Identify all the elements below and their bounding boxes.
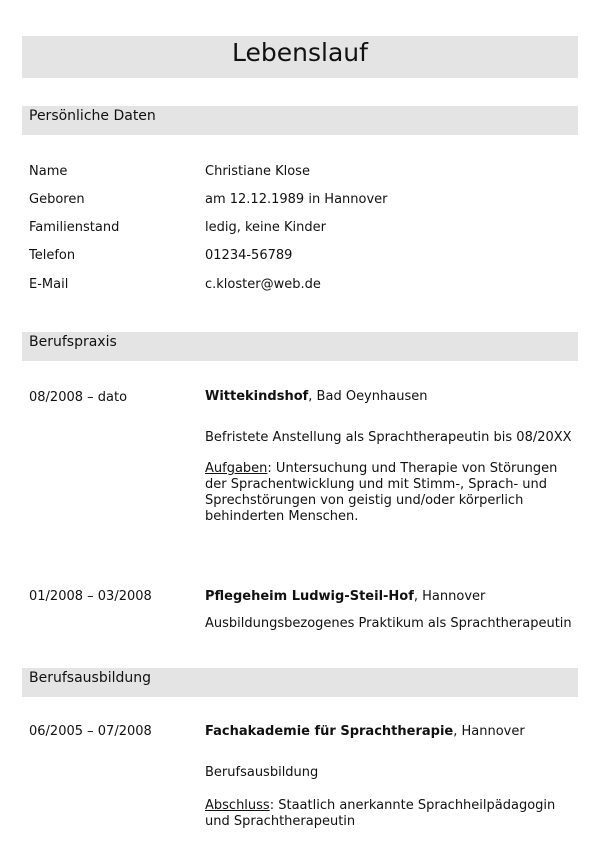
section-personal-header [22, 106, 578, 135]
page-title: Lebenslauf [22, 36, 578, 78]
employer-location: , Bad Oeynhausen [308, 389, 428, 404]
tasks-text: : Untersuchung und Therapie von Störungen der Sprachentwicklung und mit Stimm-, Sprach- und Sprechstörungen von geistig und/oder körperlich behinderten Menschen. [205, 461, 558, 524]
employer-name: Wittekindshof [205, 389, 309, 404]
institution-location: , Hannover [453, 724, 525, 739]
value-birth: am 12.12.1989 in Hannover [205, 192, 388, 207]
experience-employer-line [205, 388, 427, 406]
value-email: c.kloster@web.de [205, 277, 321, 292]
experience-dates: 08/2008 – dato [29, 390, 128, 405]
education-description: Berufsausbildung [205, 765, 319, 780]
education-dates: 06/2005 – 07/2008 [29, 724, 152, 739]
label-email: E-Mail [29, 277, 69, 292]
degree-text: : Staatlich anerkannte Sprachheilpädagogin und Sprachtherapeutin [205, 798, 556, 829]
experience-tasks [205, 461, 575, 525]
value-phone: 01234-56789 [205, 248, 293, 263]
label-birth: Geboren [29, 192, 85, 207]
label-phone: Telefon [29, 248, 76, 263]
section-experience-header [22, 332, 578, 361]
value-name: Christiane Klose [205, 164, 310, 179]
experience-employer-line [205, 588, 485, 606]
label-name: Name [29, 164, 68, 179]
degree-label: Abschluss [205, 798, 270, 813]
section-heading: Berufspraxis [29, 334, 117, 350]
employer-name: Pflegeheim Ludwig-Steil-Hof [205, 589, 414, 604]
section-education-header [22, 668, 578, 697]
education-institution-line [205, 723, 525, 741]
tasks-label: Aufgaben [205, 461, 268, 476]
experience-description: Ausbildungsbezogenes Praktikum als Sprachtherapeutin [205, 616, 572, 631]
section-heading: Berufsausbildung [29, 670, 152, 686]
experience-description: Befristete Anstellung als Sprachtherapeutin bis 08/20XX [205, 430, 572, 445]
label-marital-status: Familienstand [29, 220, 120, 235]
education-degree [205, 798, 575, 830]
experience-dates: 01/2008 – 03/2008 [29, 589, 152, 604]
value-marital-status: ledig, keine Kinder [205, 220, 327, 235]
section-heading: Persönliche Daten [29, 108, 156, 124]
employer-location: , Hannover [413, 589, 486, 604]
institution-name: Fachakademie für Sprachtherapie [205, 724, 454, 739]
